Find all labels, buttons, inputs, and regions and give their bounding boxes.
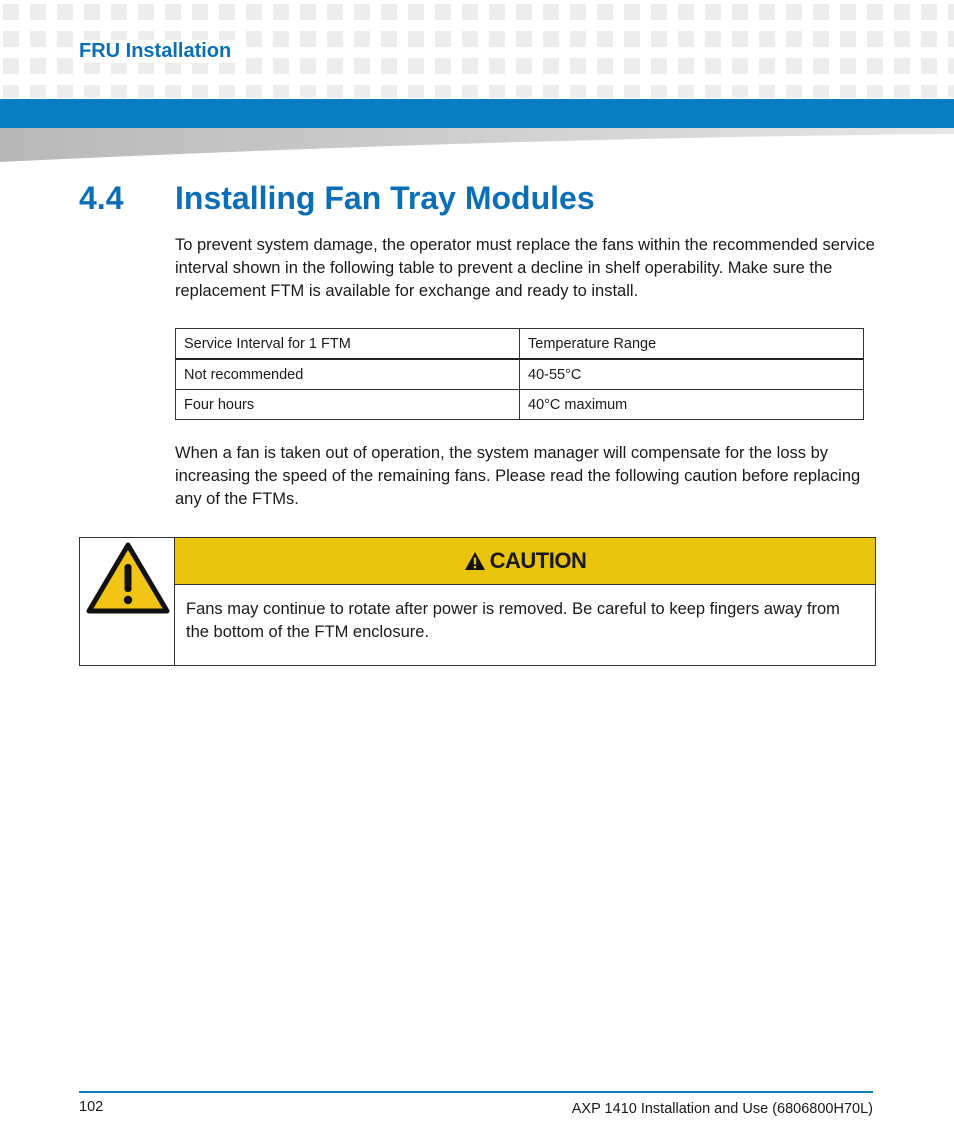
header-pattern-square xyxy=(867,85,883,98)
header-pattern-square xyxy=(570,58,586,74)
header-pattern-square xyxy=(948,58,954,74)
header-pattern-square xyxy=(921,85,937,98)
header-pattern-square xyxy=(57,85,73,98)
chapter-title: Installing Fan Tray Modules xyxy=(175,180,595,216)
header-pattern-square xyxy=(732,58,748,74)
header-pattern-square xyxy=(408,58,424,74)
header-pattern-square xyxy=(651,4,667,20)
header-pattern-square xyxy=(894,31,910,47)
header-pattern-square xyxy=(597,31,613,47)
table-cell: 40°C maximum xyxy=(520,390,864,420)
table-row xyxy=(176,359,864,390)
header-pattern-square xyxy=(786,85,802,98)
header-pattern-square xyxy=(408,85,424,98)
header-pattern-square xyxy=(921,4,937,20)
caution-small-warning-icon xyxy=(464,551,486,571)
header-pattern-square xyxy=(354,4,370,20)
header-pattern-square xyxy=(516,85,532,98)
header-pattern-square xyxy=(516,4,532,20)
header-pattern-square xyxy=(813,31,829,47)
header-pattern-square xyxy=(408,31,424,47)
header-pattern-square xyxy=(786,58,802,74)
header-pattern-square xyxy=(948,85,954,98)
header-pattern-square xyxy=(327,4,343,20)
header-pattern-square xyxy=(462,85,478,98)
header-pattern-square xyxy=(813,58,829,74)
header-pattern-square xyxy=(921,58,937,74)
header-pattern-square xyxy=(867,4,883,20)
header-pattern-square xyxy=(948,31,954,47)
header-pattern-square xyxy=(597,85,613,98)
caution-text: Fans may continue to rotate after power is removed. Be careful to keep fingers away from the bottom of the FTM enclosure. xyxy=(186,600,840,641)
header-pattern-square xyxy=(489,4,505,20)
header-pattern-square xyxy=(273,4,289,20)
service-interval-table xyxy=(175,328,864,420)
header-pattern-square xyxy=(435,31,451,47)
header-pattern-square xyxy=(300,31,316,47)
header-pattern-square xyxy=(381,58,397,74)
header-pattern-square xyxy=(921,31,937,47)
header-pattern-square xyxy=(570,4,586,20)
header-pattern-square xyxy=(678,58,694,74)
header-pattern-square xyxy=(165,4,181,20)
header-pattern-square xyxy=(3,4,19,20)
caution-header xyxy=(175,538,875,585)
header-pattern-square xyxy=(705,85,721,98)
header-pattern-square xyxy=(246,85,262,98)
header-pattern-square xyxy=(30,58,46,74)
header-pattern-square xyxy=(705,31,721,47)
header-pattern-square xyxy=(570,31,586,47)
header-pattern-square xyxy=(678,4,694,20)
header-pattern-square xyxy=(462,58,478,74)
header-pattern-square xyxy=(597,58,613,74)
header-pattern-square xyxy=(462,31,478,47)
header-pattern-square xyxy=(57,4,73,20)
header-pattern-square xyxy=(894,58,910,74)
intro-paragraph: To prevent system damage, the operator must replace the fans within the recommended service interval shown in the following table to prevent a decline in shelf operability. Make sure the replacement FTM is available for exchange and ready to install. xyxy=(175,236,875,300)
chapter-number: 4.4 xyxy=(79,180,124,216)
header-pattern-square xyxy=(111,4,127,20)
running-header-title: FRU Installation xyxy=(79,40,235,63)
header-pattern-square xyxy=(543,58,559,74)
table-cell: Four hours xyxy=(176,390,520,420)
header-pattern-square xyxy=(624,4,640,20)
header-pattern-square xyxy=(300,85,316,98)
header-pattern-square xyxy=(705,4,721,20)
header-pattern-square xyxy=(381,31,397,47)
caution-label: CAUTION xyxy=(489,548,587,573)
header-pattern-square xyxy=(597,4,613,20)
header-pattern-square xyxy=(543,31,559,47)
header-pattern-square xyxy=(408,4,424,20)
header-pattern-square xyxy=(273,85,289,98)
header-pattern-square xyxy=(57,31,73,47)
header-pattern-square xyxy=(273,58,289,74)
table-cell: 40-55°C xyxy=(520,359,864,390)
header-pattern-square xyxy=(570,85,586,98)
header-blue-bar xyxy=(0,99,954,128)
header-pattern-square xyxy=(489,85,505,98)
table-row xyxy=(176,390,864,420)
header-pattern-square xyxy=(30,4,46,20)
header-pattern-square xyxy=(732,4,748,20)
caution-box xyxy=(79,537,876,666)
header-pattern-square xyxy=(192,85,208,98)
header-pattern-square xyxy=(462,4,478,20)
header-grey-swoosh xyxy=(0,128,954,164)
header-pattern-square xyxy=(759,85,775,98)
warning-triangle-icon xyxy=(86,542,170,614)
header-pattern-square xyxy=(435,85,451,98)
document-title: AXP 1410 Installation and Use (6806800H70L) xyxy=(571,1101,873,1117)
footer-rule xyxy=(79,1091,873,1093)
header-pattern-square xyxy=(813,85,829,98)
header-pattern-square xyxy=(489,31,505,47)
header-pattern-square xyxy=(651,31,667,47)
header-pattern-square xyxy=(732,31,748,47)
chapter-heading xyxy=(79,180,595,217)
header-pattern-square xyxy=(3,58,19,74)
header-pattern-square xyxy=(624,58,640,74)
header-pattern-square xyxy=(435,58,451,74)
header-pattern-square xyxy=(543,4,559,20)
header-pattern-square xyxy=(948,4,954,20)
header-pattern-square xyxy=(165,85,181,98)
header-pattern-square xyxy=(84,85,100,98)
caution-icon-cell xyxy=(80,538,175,665)
page-number: 102 xyxy=(79,1099,104,1115)
header-pattern-square xyxy=(327,85,343,98)
header-pattern-square xyxy=(786,31,802,47)
header-pattern-square xyxy=(840,31,856,47)
header-pattern-square xyxy=(867,58,883,74)
header-pattern-square xyxy=(489,58,505,74)
header-pattern-square xyxy=(516,31,532,47)
header-pattern-square xyxy=(381,85,397,98)
table-header-cell: Service Interval for 1 FTM xyxy=(176,329,520,360)
header-pattern-square xyxy=(759,58,775,74)
header-pattern-square xyxy=(759,4,775,20)
header-pattern-square xyxy=(840,85,856,98)
header-pattern-square xyxy=(435,4,451,20)
header-pattern-square xyxy=(813,4,829,20)
header-pattern-square xyxy=(84,4,100,20)
header-pattern-square xyxy=(678,85,694,98)
header-pattern-square xyxy=(894,85,910,98)
followup-paragraph: When a fan is taken out of operation, the system manager will compensate for the loss by increasing the speed of the remaining fans. Please read the following caution before replacing any of the FTMs. xyxy=(175,444,861,508)
header-pattern-square xyxy=(246,58,262,74)
header-pattern-square xyxy=(516,58,532,74)
header-pattern-square xyxy=(651,58,667,74)
header-pattern-square xyxy=(57,58,73,74)
header-pattern-square xyxy=(651,85,667,98)
header-pattern-square xyxy=(30,31,46,47)
header-pattern-square xyxy=(894,4,910,20)
header-pattern-square xyxy=(867,31,883,47)
header-pattern-square xyxy=(273,31,289,47)
header-pattern-square xyxy=(327,31,343,47)
header-pattern-square xyxy=(3,85,19,98)
table-header-cell: Temperature Range xyxy=(520,329,864,360)
header-pattern-square xyxy=(246,31,262,47)
header-pattern-square xyxy=(678,31,694,47)
header-pattern-square xyxy=(840,4,856,20)
header-pattern-square xyxy=(3,31,19,47)
header-pattern-square xyxy=(219,85,235,98)
header-pattern-square xyxy=(30,85,46,98)
header-pattern-square xyxy=(111,85,127,98)
header-pattern-square xyxy=(327,58,343,74)
header-pattern-square xyxy=(219,4,235,20)
header-pattern-square xyxy=(354,85,370,98)
header-pattern-square xyxy=(354,31,370,47)
header-pattern-square xyxy=(381,4,397,20)
header-pattern-square xyxy=(543,85,559,98)
header-pattern-square xyxy=(300,58,316,74)
header-pattern-square xyxy=(840,58,856,74)
header-pattern-square xyxy=(786,4,802,20)
header-pattern-square xyxy=(354,58,370,74)
table-header-row xyxy=(176,329,864,360)
header-pattern-square xyxy=(138,4,154,20)
header-pattern-square xyxy=(300,4,316,20)
header-pattern-square xyxy=(192,4,208,20)
header-pattern-square xyxy=(624,85,640,98)
header-pattern-square xyxy=(246,4,262,20)
header-pattern-square xyxy=(732,85,748,98)
header-pattern-square xyxy=(759,31,775,47)
header-pattern-square xyxy=(705,58,721,74)
table-cell: Not recommended xyxy=(176,359,520,390)
header-pattern-square xyxy=(624,31,640,47)
header-pattern-square xyxy=(138,85,154,98)
